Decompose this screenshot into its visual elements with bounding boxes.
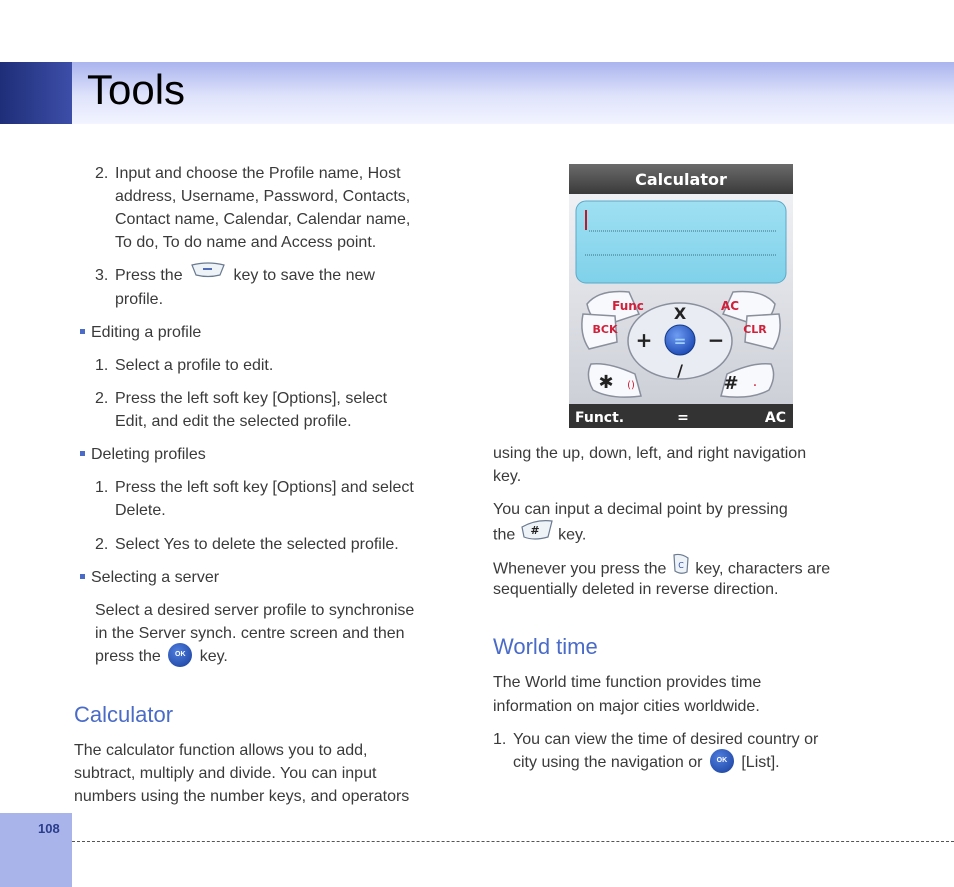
multiply-label: X xyxy=(673,304,687,323)
section-heading: World time xyxy=(493,634,598,659)
body-text xyxy=(115,264,375,287)
step-number: 2. xyxy=(95,536,109,553)
body-text: The calculator function allows you to add, xyxy=(74,742,368,759)
body-text: Select a desired server profile to synchronise xyxy=(95,602,415,619)
clr-key-label: CLR xyxy=(743,323,767,336)
ac-key-label: AC xyxy=(720,299,740,313)
text-fragment: Press the xyxy=(115,267,183,284)
section-heading: Calculator xyxy=(74,702,174,727)
text-fragment: key to save the new xyxy=(233,267,375,284)
body-text: Press the left soft key [Options], select xyxy=(115,390,388,407)
minus-label: − xyxy=(707,328,725,352)
text-fragment: press the xyxy=(95,648,161,666)
page-number-tab xyxy=(0,813,72,887)
bullet-heading: Deleting profiles xyxy=(80,443,206,466)
text-fragment: Whenever you press the xyxy=(493,560,667,578)
text-fragment: key, characters are xyxy=(695,560,831,578)
body-text: Edit, and edit the selected profile. xyxy=(115,413,352,430)
body-text: Select Yes to delete the selected profile. xyxy=(115,536,399,553)
ok-key-icon: OK xyxy=(710,749,734,773)
body-text: To do, To do name and Access point. xyxy=(115,234,377,251)
body-text xyxy=(513,751,780,775)
display-area xyxy=(576,201,786,283)
body-text: You can input a decimal point by pressing xyxy=(493,501,788,518)
text-fragment: the xyxy=(493,526,516,544)
star-label: ✱ xyxy=(598,372,614,393)
step-number: 1. xyxy=(493,731,507,748)
body-text: key. xyxy=(493,468,522,485)
body-text: subtract, multiply and divide. You can input xyxy=(74,765,377,782)
soft-key-icon xyxy=(190,262,226,285)
cursor xyxy=(585,210,587,230)
body-text: in the Server synch. centre screen and then xyxy=(95,625,405,642)
step-number: 2. xyxy=(95,165,109,182)
equals-label: = xyxy=(673,332,687,350)
calculator-screenshot xyxy=(569,164,793,428)
body-text: sequentially deleted in reverse direction. xyxy=(493,581,779,598)
body-text: Select a profile to edit. xyxy=(115,357,274,374)
plus-label: + xyxy=(635,328,653,352)
body-text: numbers using the number keys, and operators xyxy=(74,788,410,805)
page-number: 108 xyxy=(38,821,60,836)
paren-label: () xyxy=(627,380,635,391)
text-fragment: [List]. xyxy=(741,754,780,772)
body-text xyxy=(95,645,228,669)
body-text: You can view the time of desired country or xyxy=(513,731,819,748)
footer-divider xyxy=(72,841,954,842)
step-number: 2. xyxy=(95,390,109,407)
body-text: Input and choose the Profile name, Host xyxy=(115,165,401,182)
body-text: address, Username, Password, Contacts, xyxy=(115,188,411,205)
header-tab xyxy=(0,62,72,124)
body-text: using the up, down, left, and right navigation xyxy=(493,445,807,462)
softkey-center: = xyxy=(677,410,689,426)
step-number: 3. xyxy=(95,267,109,284)
body-text: The World time function provides time xyxy=(493,674,762,691)
bck-key-label: BCK xyxy=(592,323,618,336)
page-title: Tools xyxy=(87,66,186,113)
clear-icon-label: C xyxy=(678,561,684,570)
body-text: Delete. xyxy=(115,502,166,519)
body-text: Press the left soft key [Options] and select xyxy=(115,479,414,496)
bullet-heading: Selecting a server xyxy=(80,566,219,589)
softkey-right: AC xyxy=(764,410,786,426)
header-bar xyxy=(72,62,954,124)
func-key-label: Func xyxy=(612,299,644,313)
hash-label: # xyxy=(723,373,739,394)
body-text: profile. xyxy=(115,291,164,308)
body-text: information on major cities worldwide. xyxy=(493,698,760,715)
body-text: Contact name, Calendar, Calendar name, xyxy=(115,211,411,228)
hash-icon-label: # xyxy=(530,524,540,537)
screen-title: Calculator xyxy=(635,170,727,189)
hash-key-icon xyxy=(520,519,554,548)
ok-key-icon: OK xyxy=(168,643,192,667)
text-fragment: key. xyxy=(199,648,228,666)
divide-label: / xyxy=(677,361,683,380)
step-number: 1. xyxy=(95,357,109,374)
softkey-left: Funct. xyxy=(575,410,625,426)
dot-label: . xyxy=(752,374,758,390)
body-text xyxy=(493,521,586,550)
bullet-heading: Editing a profile xyxy=(80,321,201,344)
text-fragment: key. xyxy=(558,526,587,544)
step-number: 1. xyxy=(95,479,109,496)
text-fragment: city using the navigation or xyxy=(513,754,703,772)
